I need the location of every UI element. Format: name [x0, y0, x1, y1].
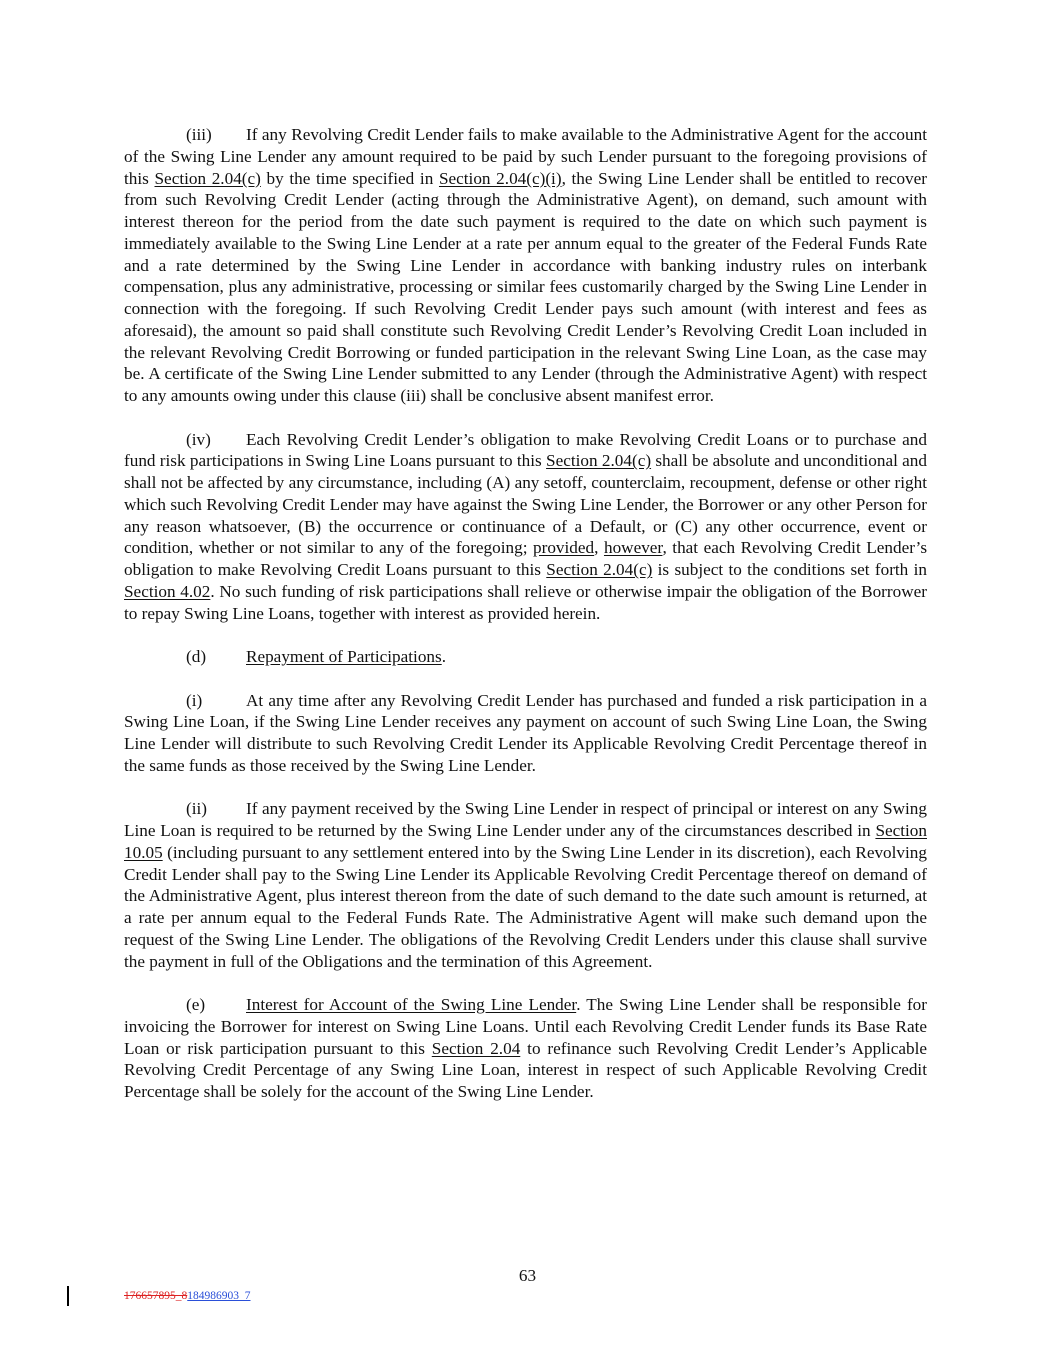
clause-marker: (i): [186, 690, 203, 710]
page-number: 63: [518, 1266, 537, 1285]
paragraph-e: [124, 994, 927, 1103]
subsection-title: Interest for Account of the Swing Line Lender: [246, 995, 577, 1014]
paragraph-text: shall be absolute and unconditional and shall not be affected by any circumstance, including (A) any setoff, counterclaim, recoupment, defense or other right which such Revolving Credit Lender may have against the Swing Line Lender, the Borrower or any other Person for any reason whatsoever, (B) the occurrence or continuance of a Default, or (C) any other occurrence, event or condition, whether or not similar to any of the foregoing;: [124, 451, 927, 558]
subsection-title: Repayment of Participations: [246, 647, 442, 666]
paragraph-text: by the time specified in: [260, 168, 439, 188]
paragraph-d-i: [124, 690, 927, 777]
clause-marker: (e): [186, 995, 206, 1014]
section-reference: Section 2.04(c): [546, 451, 652, 471]
paragraph-text: If any Revolving Credit Lender fails to make available to the Administrative Agent for the account of the Swing Line Lender any amount required to be paid by such Lender pursuant to the foregoing provisions of this: [124, 125, 927, 188]
inserted-doc-id: 184986903_7: [187, 1290, 251, 1302]
paragraph-text: to refinance such Revolving Credit Lender’s Applicable Revolving Credit Percentage of any Swing Line Loan, interest in respect of such Applicable Revolving Credit Percentage shall be solely for the account of the Swing Line Lender.: [124, 1038, 927, 1101]
revision-change-bar: [67, 1286, 69, 1306]
paragraph-text: . The Swing Line Lender shall be responsible for invoicing the Borrower for interest on Swing Line Loans. Until each Revolving Credit Lender funds its Base Rate Loan or risk participation pursuant to this: [124, 995, 927, 1058]
clause-marker: (iv): [186, 429, 211, 449]
clause-marker: (ii): [186, 799, 207, 819]
section-reference: Section 2.04(c): [546, 560, 653, 579]
paragraph-text: Each Revolving Credit Lender’s obligation to make Revolving Credit Loans or to purchase and fund risk participations in Swing Line Loans pursuant to this: [124, 429, 927, 471]
section-reference: Section 4.02: [124, 581, 211, 601]
paragraph-text: . No such funding of risk participations shall relieve or otherwise impair the obligation of the Borrower to repay Swing Line Loans, together with interest as provided herein.: [124, 581, 927, 623]
section-reference: Section 2.04: [431, 1038, 521, 1058]
paragraph-text: (including pursuant to any settlement entered into by the Swing Line Lender in its discretion), each Revolving Credit Lender shall pay to the Swing Line Lender its Applicable Revolving Credit Percentage thereof on demand of the Administrative Agent, plus interest thereon from the date of such demand to the date such amount is returned, at a rate per annum equal to the Federal Funds Rate. The Administrative Agent will make such demand upon the request of the Swing Line Lender. The obligations of the Revolving Credit Lenders under this clause shall survive the payment in full of the Obligations and the termination of this Agreement.: [124, 842, 927, 971]
paragraph-text: At any time after any Revolving Credit Lender has purchased and funded a risk participation in a Swing Line Loan, if the Swing Line Lender receives any payment on account of such Swing Line Loan, the Swing Line Lender will distribute to such Revolving Credit Lender its Applicable Revolving Credit Percentage thereof in the same funds as those received by the Swing Line Lender.: [124, 690, 927, 775]
deleted-doc-id: 176657895_8: [124, 1290, 188, 1302]
section-reference: Section 2.04(c)(i): [438, 168, 562, 188]
subsection-heading-d: [124, 646, 927, 668]
section-reference: Section 2.04(c): [154, 168, 261, 188]
clause-marker: (d): [186, 647, 207, 666]
paragraph-c-iv: [124, 429, 927, 625]
paragraph-text: , the Swing Line Lender shall be entitled to recover from such Revolving Credit Lender (acting through the Administrative Agent), on demand, such amount with interest thereon for the period from the date such payment is required to the date on which such payment is immediately available to the Swing Line Lender at a rate per annum equal to the greater of the Federal Funds Rate and a rate determined by the Swing Line Lender in accordance with banking industry rules on interbank compensation, plus any administrative, processing or similar fees customarily charged by the Swing Line Lender in connection with the foregoing. If such Revolving Credit Lender pays such amount (with interest and fees as aforesaid), the amount so paid shall constitute such Revolving Credit Lender’s Revolving Credit Loan included in the relevant Revolving Credit Borrowing or funded participation in the relevant Swing Line Loan, as the case may be. A certificate of the Swing Line Lender submitted to any Lender (through the Administrative Agent) with respect to any amounts owing under this clause (iii) shall be conclusive absent manifest error.: [124, 168, 927, 405]
paragraph-d-ii: [124, 798, 927, 972]
paragraph-c-iii: [124, 124, 927, 407]
paragraph-text: If any payment received by the Swing Line Lender in respect of principal or interest on any Swing Line Loan is required to be returned by the Swing Line Lender under any of the circumstances described in: [124, 799, 927, 840]
paragraph-text: ,: [594, 538, 604, 558]
provided-term: provided: [533, 538, 595, 558]
document-id: [124, 1290, 251, 1302]
document-page: [124, 124, 927, 1125]
paragraph-text: is subject to the conditions set forth in: [652, 560, 927, 579]
clause-marker: (iii): [186, 125, 212, 144]
paragraph-text: .: [441, 647, 446, 666]
section-reference: Section 10.05: [124, 821, 927, 862]
however-term: however: [603, 538, 663, 558]
paragraph-text: , that each Revolving Credit Lender’s obligation to make Revolving Credit Loans pursuant to this: [124, 538, 928, 579]
